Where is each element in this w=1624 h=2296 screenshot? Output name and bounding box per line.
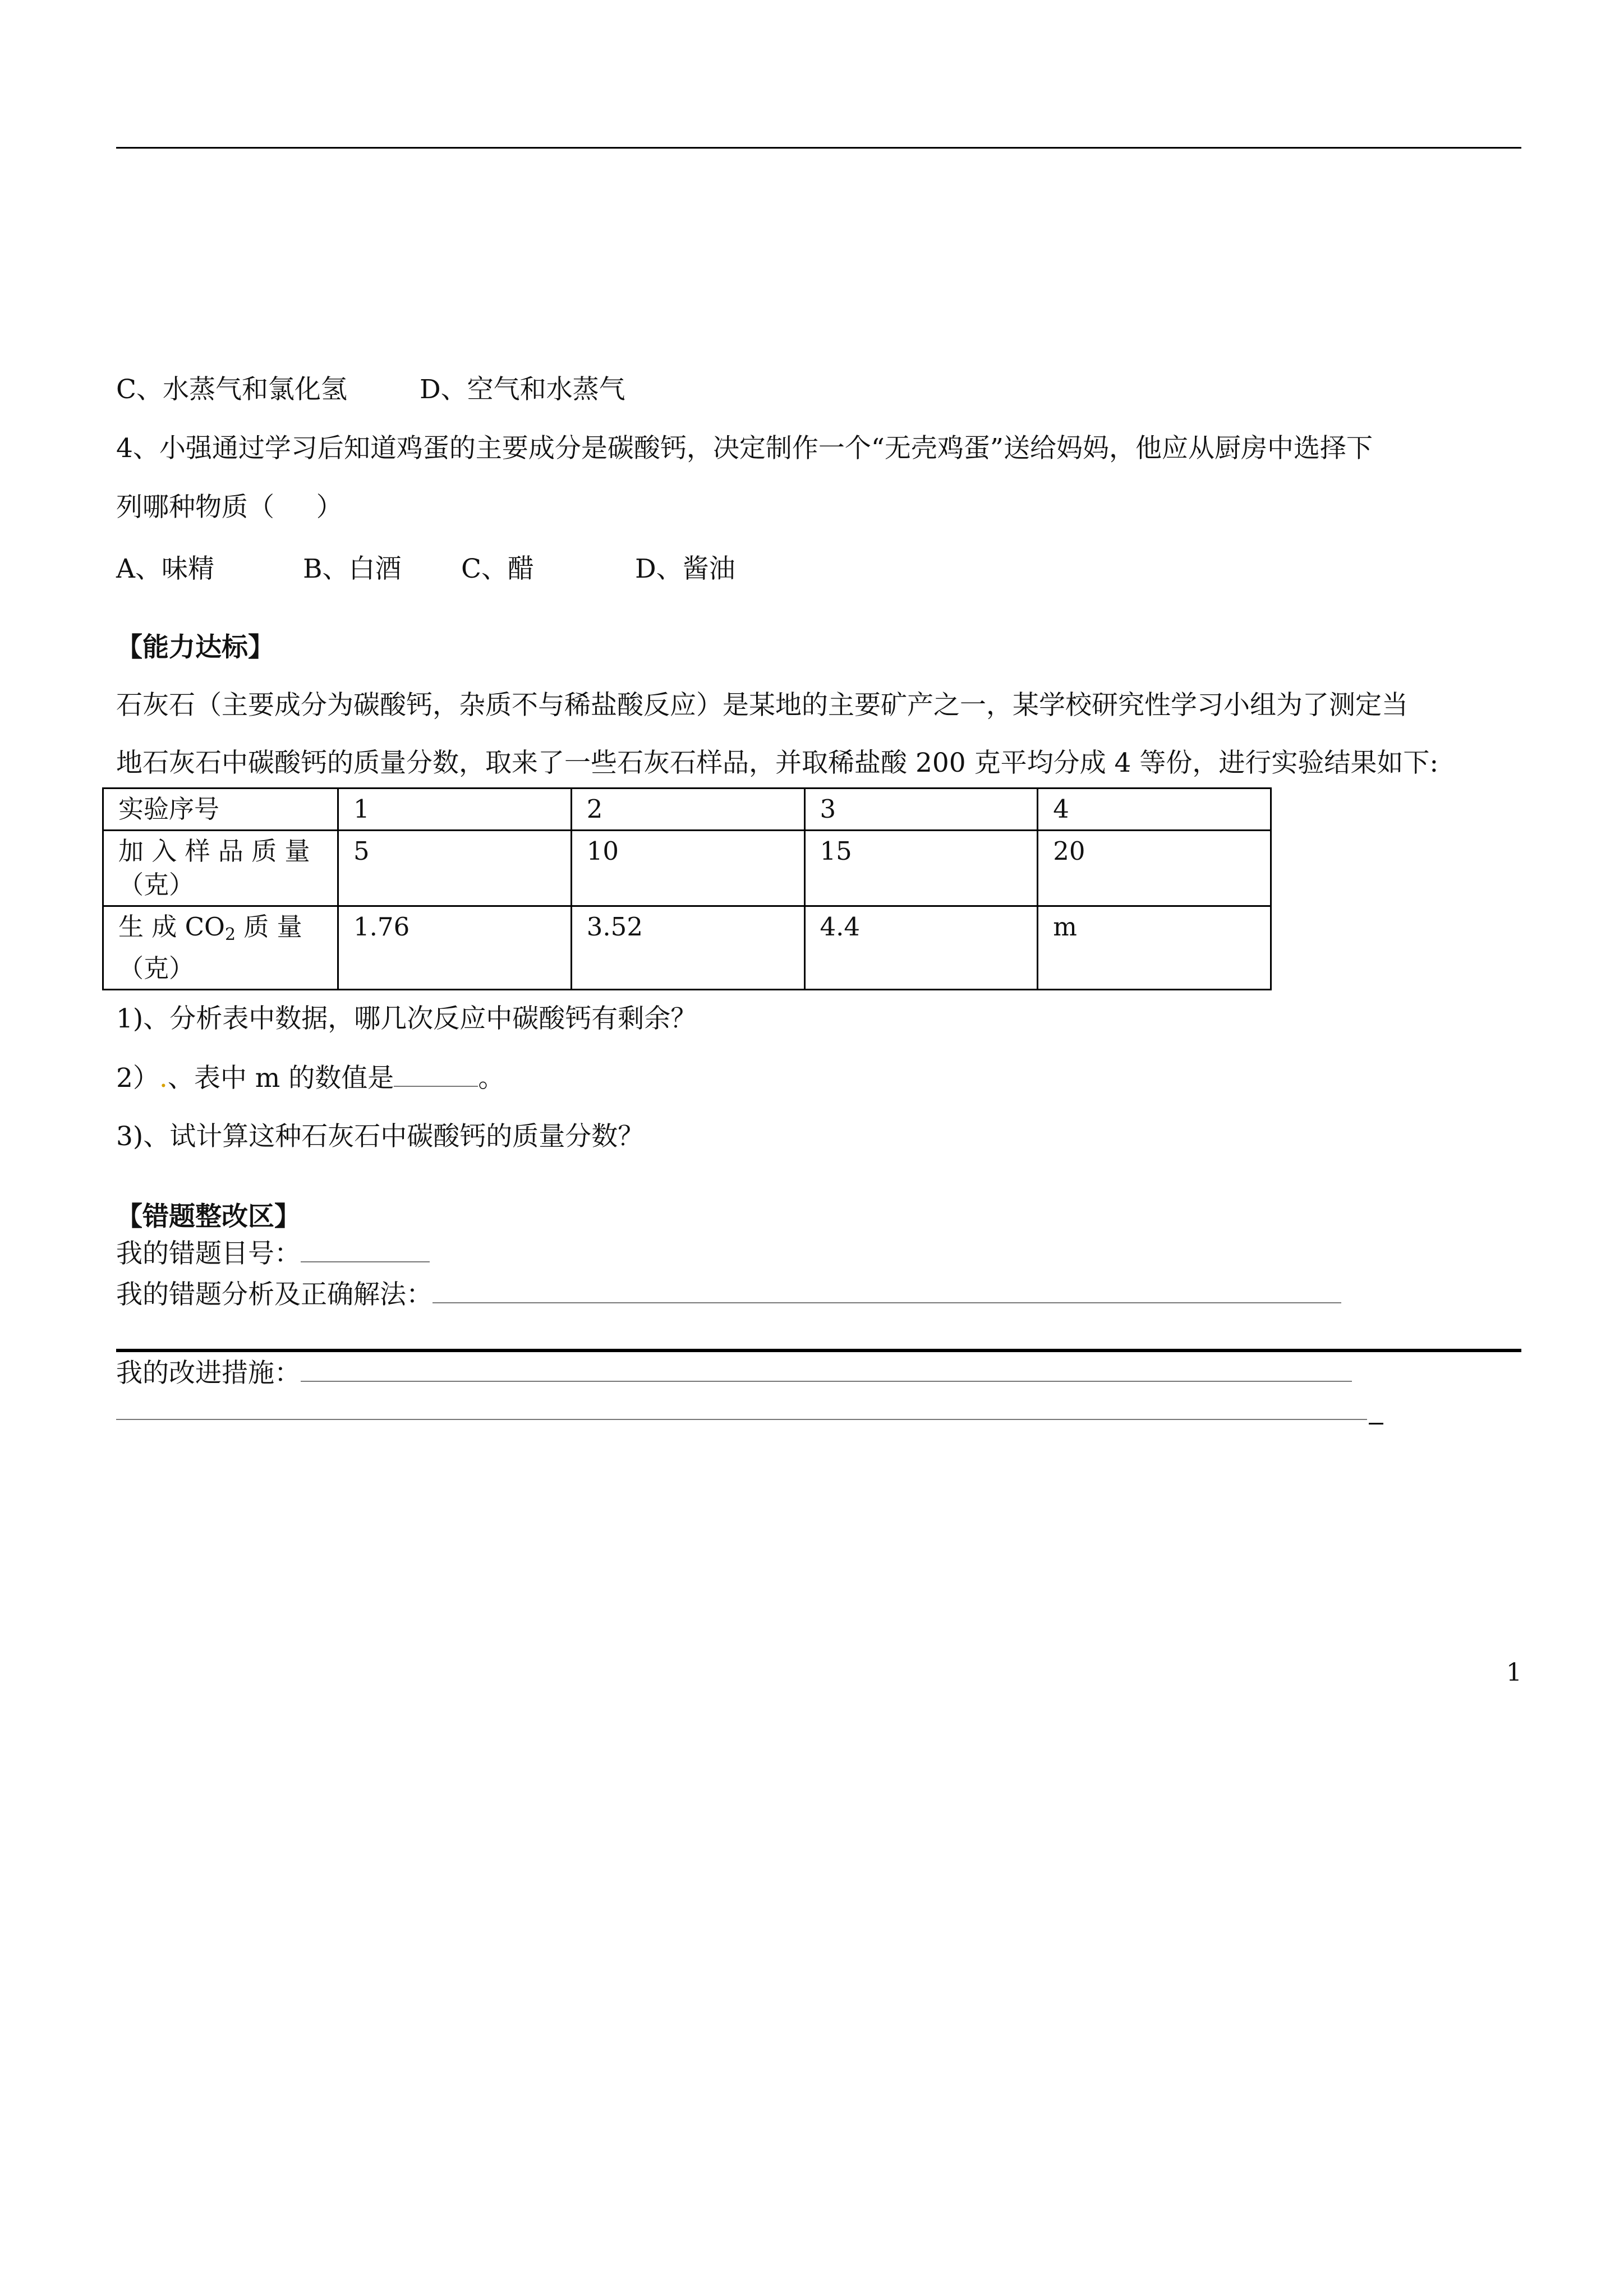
table-cell: 1.76 bbox=[338, 906, 572, 990]
section-divider bbox=[116, 1349, 1521, 1352]
question-2 bbox=[116, 1061, 504, 1095]
ability-paragraph-line-2: 地石灰石中碳酸钙的质量分数，取来了一些石灰石样品，并取稀盐酸 200 克平均分成 4 等份，进行实验结果如下: bbox=[116, 748, 1439, 778]
row-label-line: 加 入 样 品 质 量 bbox=[118, 836, 310, 866]
question-3: 3)、试计算这种石灰石中碳酸钙的质量分数？ bbox=[116, 1121, 645, 1152]
row-label-unit: （克） bbox=[118, 953, 195, 983]
table-header-cell: 3 bbox=[804, 789, 1038, 831]
row-label-sample-mass bbox=[103, 831, 338, 906]
ability-paragraph-line-1: 石灰石（主要成分为碳酸钙，杂质不与稀盐酸反应）是某地的主要矿产之一，某学校研究性学习小组为了测定当 bbox=[116, 690, 1408, 721]
table-header-cell: 4 bbox=[1038, 789, 1271, 831]
table-row-sample-mass bbox=[103, 831, 1271, 906]
correction-line-improve bbox=[116, 1356, 1352, 1390]
table-cell: 20 bbox=[1038, 831, 1271, 906]
q3-option-d: D、空气和水蒸气 bbox=[420, 374, 625, 405]
row-label-unit: （克） bbox=[118, 870, 195, 900]
table-cell: 5 bbox=[338, 831, 572, 906]
blank-improvement[interactable] bbox=[301, 1356, 1352, 1382]
table-header-cell: 1 bbox=[338, 789, 572, 831]
label-analysis: 我的错题分析及正确解法： bbox=[116, 1279, 433, 1310]
table-header-cell: 实验序号 bbox=[103, 789, 338, 831]
header-rule bbox=[116, 147, 1521, 149]
q4-option-a: A、味精 bbox=[116, 554, 214, 584]
co2-subscript: 2 bbox=[224, 925, 236, 944]
answer-blank[interactable] bbox=[394, 1061, 478, 1087]
table-cell: 15 bbox=[804, 831, 1038, 906]
q4-line-2: 列哪种物质（ ） bbox=[116, 492, 343, 523]
table-cell: 3.52 bbox=[571, 906, 804, 990]
blank-wrong-question-number[interactable] bbox=[301, 1237, 430, 1262]
ability-heading: 【能力达标】 bbox=[116, 632, 274, 663]
row-label-co2-mass bbox=[103, 906, 338, 990]
table-row-co2-mass bbox=[103, 906, 1271, 990]
line-end-mark bbox=[1369, 1423, 1383, 1424]
row-label-text: 质 量 bbox=[236, 912, 302, 942]
q4-option-b: B、白酒 bbox=[303, 554, 402, 584]
question-1: 1)、分析表中数据，哪几次反应中碳酸钙有剩余？ bbox=[116, 1003, 697, 1034]
row-label-text: 生 成 CO bbox=[118, 912, 225, 942]
row-label-line bbox=[118, 910, 324, 952]
question-2-end: 。 bbox=[478, 1063, 505, 1094]
label-improvement: 我的改进措施： bbox=[116, 1358, 301, 1389]
table-header-cell: 2 bbox=[571, 789, 804, 831]
q4-line-1: 4、小强通过学习后知道鸡蛋的主要成分是碳酸钙，决定制作一个“无壳鸡蛋”送给妈妈，他应从厨房中选择下 bbox=[116, 433, 1373, 464]
blank-analysis[interactable] bbox=[433, 1278, 1341, 1303]
question-2-number: 2） bbox=[116, 1063, 159, 1094]
table-cell: 4.4 bbox=[804, 906, 1038, 990]
correction-heading: 【错题整改区】 bbox=[116, 1201, 301, 1232]
question-2-text: 、表中 m 的数值是 bbox=[167, 1063, 394, 1094]
blank-extra-line[interactable] bbox=[116, 1394, 1367, 1420]
label-wrong-question-number: 我的错题目号： bbox=[116, 1238, 301, 1269]
mark-dot: . bbox=[159, 1063, 168, 1094]
q3-option-c: C、水蒸气和氯化氢 bbox=[116, 374, 347, 405]
table-header-row bbox=[103, 789, 1271, 831]
q4-option-d: D、酱油 bbox=[635, 554, 735, 584]
q4-option-c: C、醋 bbox=[461, 554, 534, 584]
correction-line-extra bbox=[116, 1394, 1367, 1428]
correction-line-number bbox=[116, 1237, 430, 1271]
table-cell: m bbox=[1038, 906, 1271, 990]
experiment-table bbox=[102, 787, 1272, 990]
page-number: 1 bbox=[1506, 1658, 1522, 1687]
table-cell: 10 bbox=[571, 831, 804, 906]
correction-line-analysis bbox=[116, 1278, 1341, 1312]
